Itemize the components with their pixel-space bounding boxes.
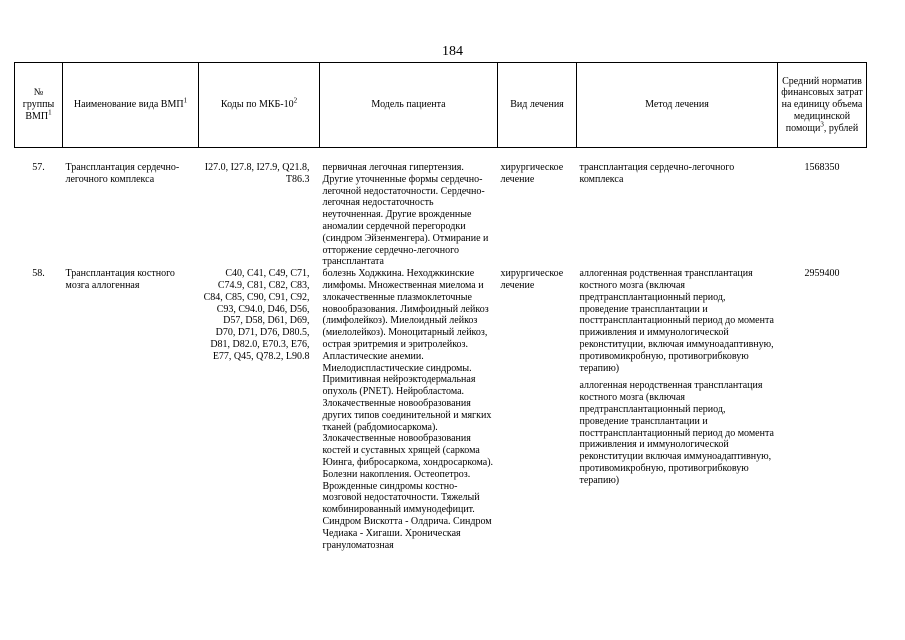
- header-group-number: № группы ВМП$^1$: [15, 63, 63, 148]
- header-cost-norm: Средний норматив финансовых затрат на единицу объема медицинской помощи$^3$, рублей: [778, 63, 867, 148]
- row-vmp-name: Трансплантация костного мозга аллогенная: [65, 268, 175, 291]
- header-patient-model: Модель пациента: [320, 63, 498, 148]
- table-row: [15, 162, 867, 268]
- header-icd-codes: Коды по МКБ-$10^2$: [199, 63, 320, 148]
- row-icd-codes: I27.0, I27.8, I27.9, Q21.8, T86.3: [204, 162, 310, 185]
- row-treatment-type: хирургическое лечение: [500, 162, 564, 185]
- method-item: аллогенная родственная трансплантация костного мозга (включая предтрансплантационный период, проведение трансплантации и посттрансплантационный период до момента приживления и иммунологической реконституции, включая иммуноадаптивную, противомикробную, противогрибковую терапию): [579, 268, 774, 374]
- method-item: трансплантация сердечно-легочного комплекса: [579, 162, 735, 185]
- row-treatment-type: хирургическое лечение: [500, 268, 564, 291]
- row-treatment-method: [577, 162, 778, 268]
- row-number: 57.: [32, 162, 45, 173]
- row-vmp-name: Трансплантация сердечно-легочного комплекса: [65, 162, 180, 185]
- header-treatment-type: Вид лечения: [498, 63, 577, 148]
- method-item: аллогенная неродственная трансплантация костного мозга (включая предтрансплантационный период, проведение трансплантации и посттрансплантационный период до момента приживления и иммунологической реконституции включая иммуноадаптивную, противомикробную, противогрибковую терапию): [579, 380, 774, 486]
- row-patient-model: болезнь Ходжкина. Неходжкинские лимфомы. Множественная миелома и злокачественные плазмоклеточные новообразования. Лимфоидный лейкоз (лимфолейкоз). Миелоидный лейкоз (миелолейкоз). Моноцитарный лейкоз, острая эритремия и эритролейкоз. Апластические анемии. Миелодиспластические синдромы. Примитивная нейроэктодермальная опухоль (PNET). Нейробластома. Злокачественные новообразования других типов соединительной и мягких тканей (рабдомиосаркома). Злокачественные новообразования костей и суставных хрящей (саркома Юинга, фибросаркома, хондросаркома). Болезни накопления. Остеопетроз. Врожденные синдромы костно-мозговой недостаточности. Тяжелый комбинированный иммунодефицит. Синдром Вискотта - Олдрича. Синдром Чедиака - Хигаши. Хроническая грануломатозная: [322, 268, 494, 551]
- table-header-row: [15, 63, 867, 148]
- row-cost: 2959400: [804, 268, 840, 280]
- table-row: [15, 268, 867, 551]
- row-number: 58.: [32, 268, 45, 280]
- page-number: 184: [442, 44, 463, 59]
- header-treatment-method: Метод лечения: [577, 63, 778, 148]
- row-treatment-method: [577, 268, 778, 551]
- row-cost: 1568350: [804, 162, 840, 173]
- row-icd-codes: C40, C41, C49, C71, C74.9, C81, C82, C83, C84, C85, C90, C91, C92, C93, C94.0, D46, D56, D57, D58, D61, D69, D70, D71, D76, D80.5, D81, D82.0, E70.3, E76, E77, Q45, Q78.2, L90.8: [203, 268, 310, 362]
- vmp-table: [14, 62, 867, 551]
- row-patient-model: первичная легочная гипертензия. Другие уточненные формы сердечно- легочной недостаточности. Сердечно-легочная недостаточность неуточненная. Другие врожденные аномалии сердечной перегородки (синдром Эйзенменгера). Отмирание и отторжение сердечно-легочного трансплантата: [322, 162, 489, 268]
- header-vmp-name: Наименование вида ВМП$^1$: [63, 63, 199, 148]
